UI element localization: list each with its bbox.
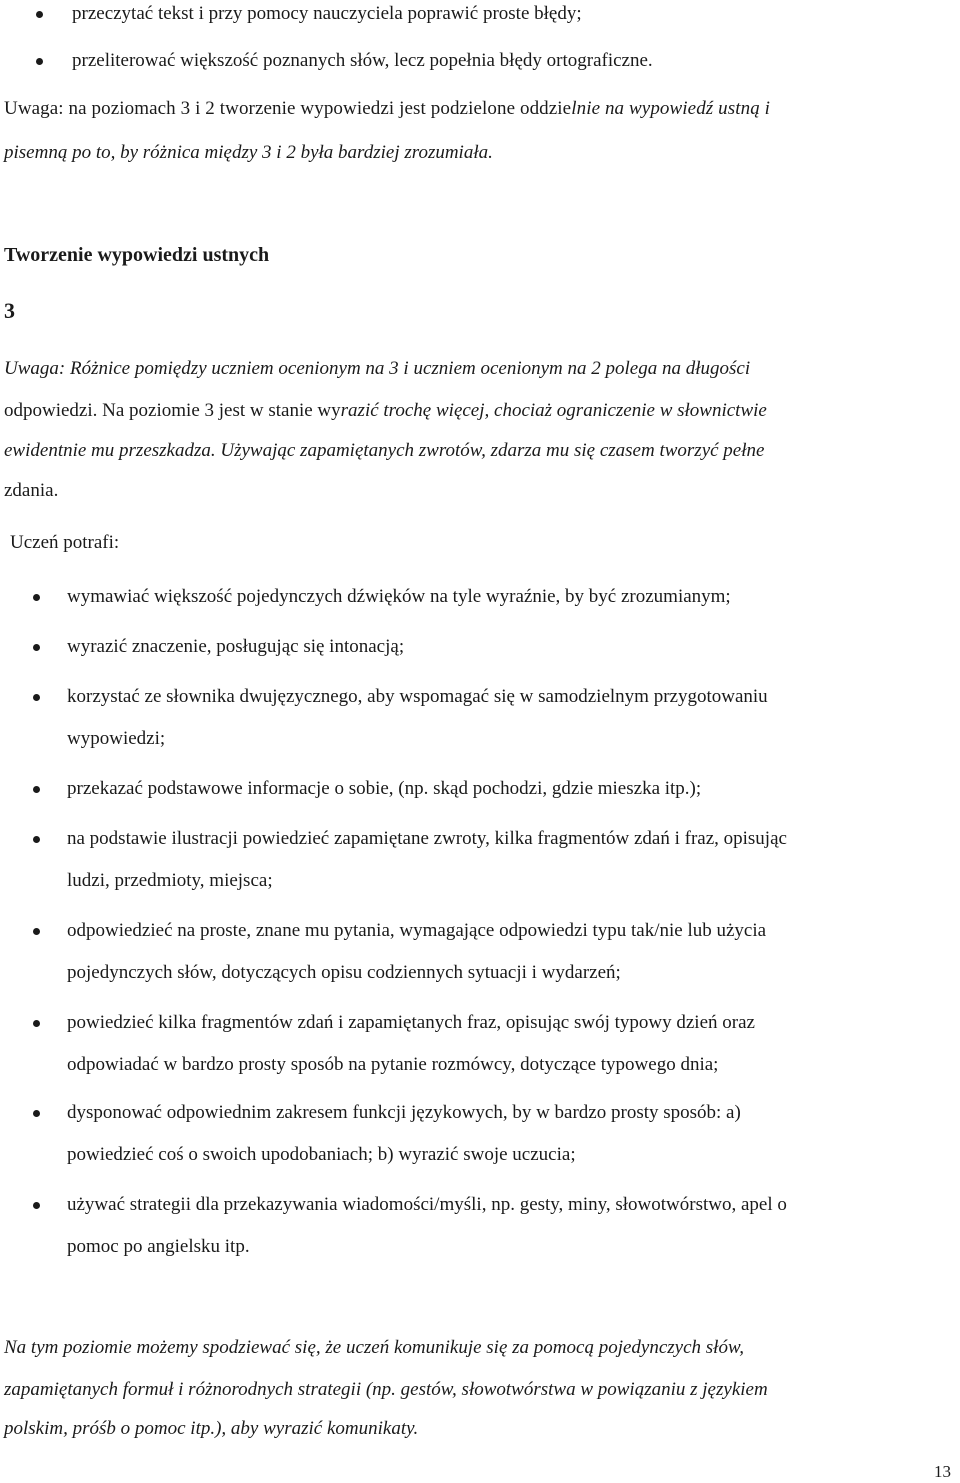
- skill-item-line: odpowiedzieć na proste, znane mu pytania, wymagające odpowiedzi typu tak/nie lub użycia: [67, 920, 767, 941]
- summary-line: polskim, próśb o pomoc itp.), aby wyrazić komunikaty.: [4, 1418, 419, 1439]
- note-text-italic: razić trochę więcej, chociaż ograniczenie w słownictwie: [340, 400, 767, 421]
- skill-item-line: wyrazić znaczenie, posługując się intonacją;: [67, 636, 405, 657]
- note-line: Uwaga: Różnice pomiędzy uczniem ocenionym na 3 i uczniem ocenionym na 2 polega na długości: [4, 358, 751, 379]
- note-text-italic: lnie na wypowiedź ustną i: [571, 98, 771, 119]
- note-text: Uwaga: na poziomach 3 i 2 tworzenie wypowiedzi jest podzielone oddzie: [4, 98, 572, 119]
- skill-item-line: na podstawie ilustracji powiedzieć zapamiętane zwroty, kilka fragmentów zdań i fraz, opisując: [67, 828, 787, 849]
- note-line: zdania.: [4, 480, 59, 501]
- summary-line: Na tym poziomie możemy spodziewać się, że uczeń komunikuje się za pomocą pojedynczych słów,: [4, 1337, 744, 1358]
- skill-item-line: wypowiedzi;: [67, 728, 166, 749]
- skill-item-line: dysponować odpowiednim zakresem funkcji językowych, by w bardzo prosty sposób: a): [67, 1102, 741, 1123]
- summary-line: zapamiętanych formuł i różnorodnych strategii (np. gestów, słowotwórstwa w powiązaniu z językiem: [4, 1379, 768, 1400]
- skill-item-line: ludzi, przedmioty, miejsca;: [67, 870, 273, 891]
- note-text: odpowiedzi. Na poziomie 3 jest w stanie wy: [4, 400, 341, 421]
- level-number: 3: [4, 298, 15, 323]
- skill-item-line: powiedzieć coś o swoich upodobaniach; b) wyrazić swoje uczucia;: [67, 1144, 576, 1165]
- bullet-dot: [33, 594, 40, 601]
- bullet-dot: [33, 928, 40, 935]
- note-line: [4, 98, 770, 120]
- bullet-dot: [33, 786, 40, 793]
- bullet-dot: [36, 11, 43, 18]
- top-bullet-item: przeliterować większość poznanych słów, lecz popełnia błędy ortograficzne.: [72, 50, 653, 71]
- note-line: ewidentnie mu przeszkadza. Używając zapamiętanych zwrotów, zdarza mu się czasem tworzyć pełne: [4, 440, 765, 461]
- page-number: 13: [934, 1462, 951, 1481]
- bullet-dot: [33, 1110, 40, 1117]
- note-line: pisemną po to, by różnica między 3 i 2 była bardziej zrozumiała.: [4, 142, 493, 163]
- skill-item-line: pomoc po angielsku itp.: [67, 1236, 250, 1257]
- top-bullet-item: przeczytać tekst i przy pomocy nauczyciela poprawić proste błędy;: [72, 3, 582, 24]
- note-line: [4, 400, 767, 422]
- bullet-dot: [36, 58, 43, 65]
- skill-item-line: odpowiadać w bardzo prosty sposób na pytanie rozmówcy, dotyczące typowego dnia;: [67, 1054, 719, 1075]
- bullet-dot: [33, 1202, 40, 1209]
- bullet-dot: [33, 644, 40, 651]
- bullet-dot: [33, 1020, 40, 1027]
- bullet-dot: [33, 836, 40, 843]
- section-heading: Tworzenie wypowiedzi ustnych: [4, 244, 270, 266]
- skill-item-line: wymawiać większość pojedynczych dźwięków na tyle wyraźnie, by być zrozumianym;: [67, 586, 731, 607]
- skill-item-line: przekazać podstawowe informacje o sobie, (np. skąd pochodzi, gdzie mieszka itp.);: [67, 778, 702, 799]
- skill-item-line: pojedynczych słów, dotyczących opisu codziennych sytuacji i wydarzeń;: [67, 962, 621, 983]
- skill-item-line: używać strategii dla przekazywania wiadomości/myśli, np. gesty, miny, słowotwórstwo, apel o: [67, 1194, 787, 1215]
- skill-item-line: korzystać ze słownika dwujęzycznego, aby wspomagać się w samodzielnym przygotowaniu: [67, 686, 768, 707]
- bullet-dot: [33, 694, 40, 701]
- skill-item-line: powiedzieć kilka fragmentów zdań i zapamiętanych fraz, opisując swój typowy dzień oraz: [67, 1012, 755, 1033]
- skills-intro: Uczeń potrafi:: [10, 532, 120, 553]
